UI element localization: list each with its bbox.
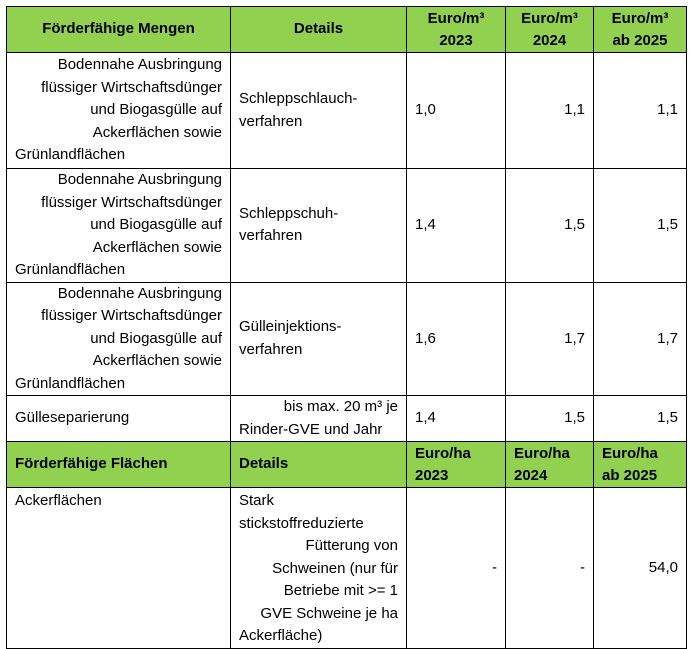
header-year: ab 2025 bbox=[602, 466, 658, 484]
table-row bbox=[7, 53, 687, 169]
table-row bbox=[7, 169, 687, 283]
header-details: Details bbox=[231, 7, 407, 53]
value-2024: 1,5 bbox=[506, 396, 594, 442]
value-2023: - bbox=[407, 488, 506, 649]
header-unit: Euro/m³ bbox=[427, 9, 485, 27]
row-details: Schleppschuh- verfahren bbox=[231, 169, 407, 283]
value-2025: 54,0 bbox=[594, 488, 687, 649]
header-euro-per-m3-2024 bbox=[506, 7, 594, 53]
header-year: 2023 bbox=[415, 466, 449, 484]
header-unit: Euro/ha bbox=[415, 444, 471, 462]
row-description: Bodennahe Ausbringung flüssiger Wirtschaftsdünger und Biogasgülle auf Ackerflächen sowie Grünlandflächen bbox=[7, 169, 231, 283]
header-year: 2024 bbox=[514, 466, 548, 484]
value-2023: 1,0 bbox=[407, 53, 506, 169]
row-details: Stark stickstoffreduzierte Fütterung von Schweinen (nur für Betriebe mit >= 1 GVE Schweine je ha Ackerfläche) bbox=[231, 488, 407, 649]
row-description: Bodennahe Ausbringung flüssiger Wirtschaftsdünger und Biogasgülle auf Ackerflächen sowie Grünlandflächen bbox=[7, 53, 231, 169]
value-2025: 1,7 bbox=[594, 282, 687, 396]
header-unit: Euro/ha bbox=[514, 444, 570, 462]
header-euro-per-ha-2025 bbox=[594, 442, 687, 488]
header-euro-per-ha-2024 bbox=[506, 442, 594, 488]
value-2023: 1,4 bbox=[407, 169, 506, 283]
header-eligible-areas: Förderfähige Flächen bbox=[7, 442, 231, 488]
header-euro-per-ha-2023 bbox=[407, 442, 506, 488]
value-2024: - bbox=[506, 488, 594, 649]
table-row bbox=[7, 396, 687, 442]
value-2025: 1,5 bbox=[594, 169, 687, 283]
row-details: Gülleinjektions- verfahren bbox=[231, 282, 407, 396]
value-2023: 1,6 bbox=[407, 282, 506, 396]
header-euro-per-m3-2023 bbox=[407, 7, 506, 53]
row-description: Bodennahe Ausbringung flüssiger Wirtschaftsdünger und Biogasgülle auf Ackerflächen sowie Grünlandflächen bbox=[7, 282, 231, 396]
value-2025: 1,5 bbox=[594, 396, 687, 442]
header-details: Details bbox=[231, 442, 407, 488]
row-description: Ackerflächen bbox=[7, 488, 231, 649]
header-row-quantities bbox=[7, 7, 687, 53]
value-2023: 1,4 bbox=[407, 396, 506, 442]
header-row-areas bbox=[7, 442, 687, 488]
header-eligible-quantities: Förderfähige Mengen bbox=[7, 7, 231, 53]
funding-table bbox=[6, 6, 687, 649]
row-details: Schleppschlauch- verfahren bbox=[231, 53, 407, 169]
value-2024: 1,5 bbox=[506, 169, 594, 283]
row-description: Gülleseparierung bbox=[7, 396, 231, 442]
table-row bbox=[7, 282, 687, 396]
header-unit: Euro/m³ bbox=[611, 9, 669, 27]
header-unit: Euro/ha bbox=[602, 444, 658, 462]
value-2025: 1,1 bbox=[594, 53, 687, 169]
value-2024: 1,1 bbox=[506, 53, 594, 169]
header-year: ab 2025 bbox=[612, 31, 668, 49]
header-euro-per-m3-2025 bbox=[594, 7, 687, 53]
table-row bbox=[7, 488, 687, 649]
value-2024: 1,7 bbox=[506, 282, 594, 396]
row-details: bis max. 20 m³ je Rinder-GVE und Jahr bbox=[231, 396, 407, 442]
header-unit: Euro/m³ bbox=[521, 9, 578, 27]
header-year: 2024 bbox=[532, 31, 567, 49]
header-year: 2023 bbox=[439, 31, 473, 49]
